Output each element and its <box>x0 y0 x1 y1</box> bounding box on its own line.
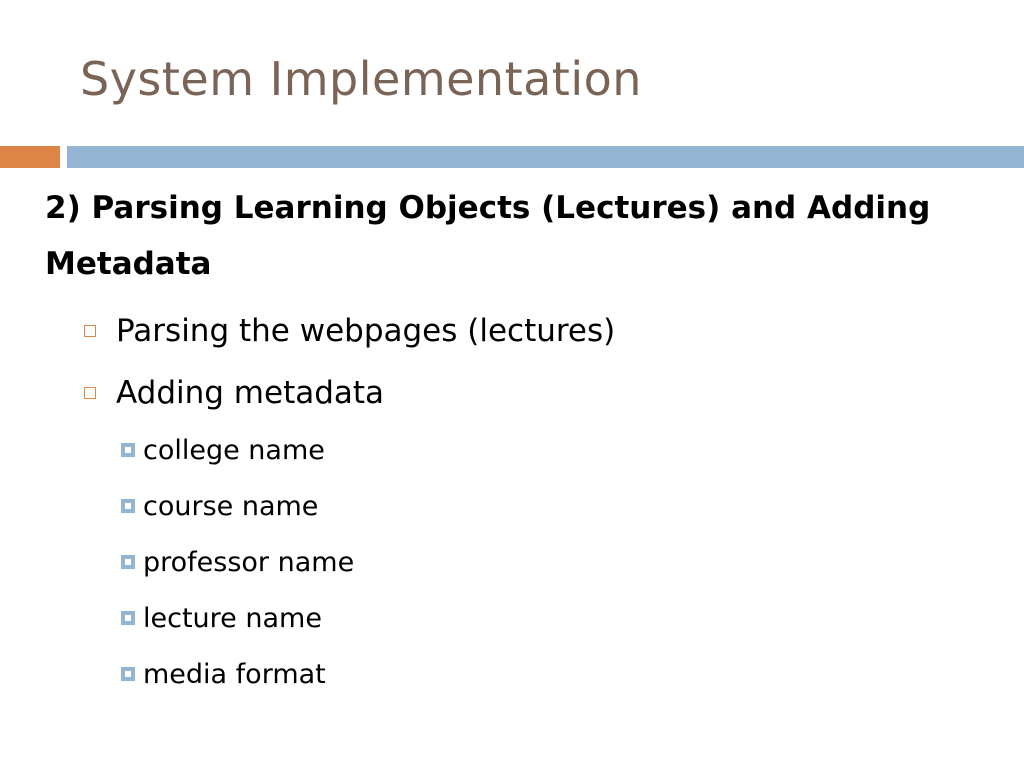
section-heading <box>45 180 1010 292</box>
filled-square-bullet-icon <box>121 555 135 569</box>
hollow-square-bullet-icon <box>84 325 96 337</box>
slide-title: System Implementation <box>80 52 642 106</box>
bullet-text: Parsing the webpages (lectures) <box>116 313 616 349</box>
accent-bar-blue <box>67 146 1024 168</box>
sub-bullet-text: college name <box>143 434 325 466</box>
sub-bullet-text: professor name <box>143 546 355 578</box>
filled-square-bullet-icon <box>121 443 135 457</box>
sub-bullet-item <box>121 422 354 478</box>
bullet-list <box>80 300 615 424</box>
bullet-text: Adding metadata <box>116 375 385 411</box>
sub-bullet-text: media format <box>143 658 326 690</box>
sub-bullet-list <box>121 422 354 702</box>
heading-text: Parsing Learning Objects (Lectures) and Adding Metadata <box>45 190 931 282</box>
hollow-square-bullet-icon <box>84 387 96 399</box>
bullet-item <box>80 362 615 424</box>
heading-number: 2) <box>45 190 81 226</box>
sub-bullet-item <box>121 534 354 590</box>
filled-square-bullet-icon <box>121 667 135 681</box>
sub-bullet-text: course name <box>143 490 319 522</box>
sub-bullet-item <box>121 590 354 646</box>
filled-square-bullet-icon <box>121 499 135 513</box>
sub-bullet-item <box>121 478 354 534</box>
filled-square-bullet-icon <box>121 611 135 625</box>
bullet-item <box>80 300 615 362</box>
sub-bullet-text: lecture name <box>143 602 322 634</box>
sub-bullet-item <box>121 646 354 702</box>
accent-bar-orange <box>0 146 60 168</box>
